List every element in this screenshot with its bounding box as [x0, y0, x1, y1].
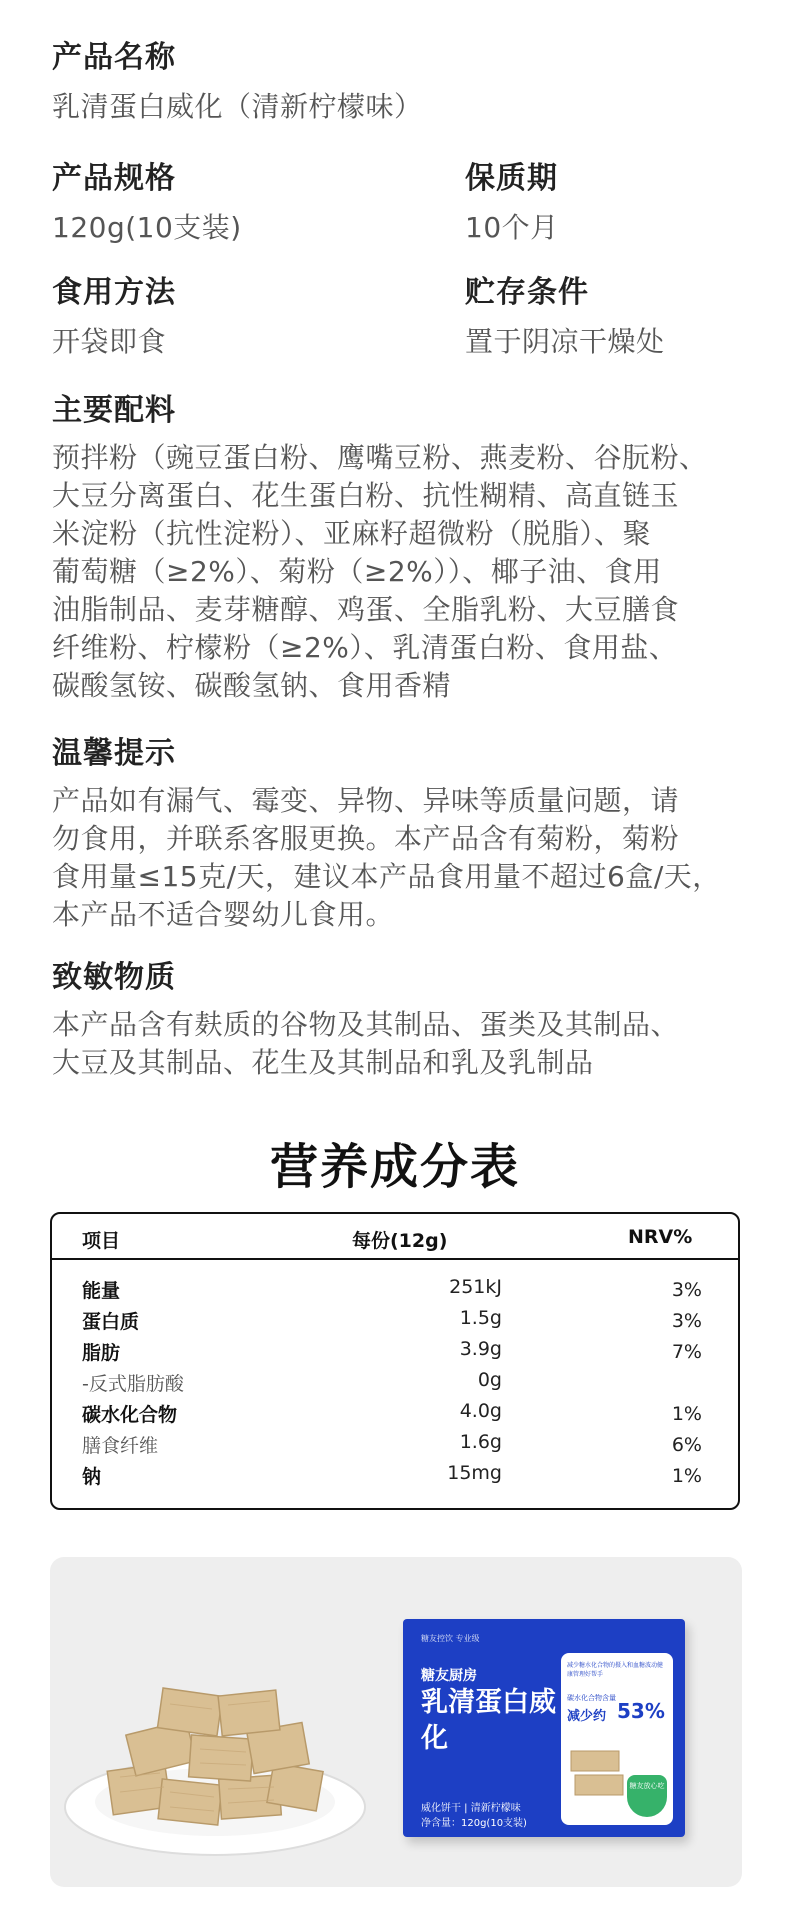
tips-section	[52, 728, 772, 934]
nutrient-nrv: 3%	[671, 1279, 702, 1301]
ingredients-line: 葡萄糖（≥2%）、菊粉（≥2%））、椰子油、食用	[52, 555, 662, 588]
nutrient-amount: 251kJ	[449, 1276, 502, 1298]
tips-line: 勿食用，并联系客服更换。本产品含有菊粉，菊粉	[52, 822, 680, 855]
ingredients-line: 大豆分离蛋白、花生蛋白粉、抗性糊精、高直链玉	[52, 479, 680, 512]
ingredients-line: 碳酸氢铵、碳酸氢钠、食用香精	[52, 669, 452, 702]
nutrient-name: 碳水化合物	[82, 1404, 178, 1426]
header-item: 项目	[82, 1230, 121, 1252]
table-row	[52, 1276, 738, 1307]
tips-line: 本产品不适合婴幼儿食用。	[52, 898, 395, 931]
spec-section	[52, 153, 242, 247]
wafer-icon	[569, 1737, 627, 1807]
tips-label: 温馨提示	[52, 736, 176, 771]
wafer-plate-illustration	[60, 1597, 390, 1867]
product-image-panel	[50, 1557, 742, 1887]
box-product-name: 乳清蛋白威化	[421, 1687, 556, 1754]
tips-line: 食用量≤15克/天，建议本产品食用量不超过6盒/天，	[52, 860, 721, 893]
tips-line: 产品如有漏气、霉变、异物、异味等质量问题，请	[52, 784, 680, 817]
storage-label: 贮存条件	[465, 275, 589, 310]
nutrient-name: 钠	[82, 1466, 102, 1488]
nutrient-name: -反式脂肪酸	[82, 1373, 184, 1395]
ingredients-line: 米淀粉（抗性淀粉）、亚麻籽超微粉（脱脂）、聚	[52, 517, 652, 550]
nutrient-nrv: 6%	[671, 1434, 702, 1456]
table-row	[52, 1431, 738, 1462]
box-brand: 糖友厨房	[421, 1668, 477, 1684]
header-per-serving: 每份(12g)	[352, 1230, 448, 1252]
nutrient-amount: 1.5g	[459, 1307, 502, 1329]
shelf-life-value: 10个月	[465, 211, 559, 244]
nutrient-name: 能量	[82, 1280, 121, 1302]
nutrient-name: 膳食纤维	[82, 1435, 159, 1457]
table-row	[52, 1307, 738, 1338]
card-percentage: 53%	[617, 1699, 665, 1723]
nutrition-table-header	[52, 1214, 738, 1260]
allergens-line: 本产品含有麸质的谷物及其制品、蛋类及其制品、	[52, 1008, 680, 1041]
table-row	[52, 1462, 738, 1493]
nutrient-nrv: 3%	[671, 1310, 702, 1332]
product-box-illustration	[403, 1619, 685, 1837]
nutrient-name: 脂肪	[82, 1342, 121, 1364]
nutrient-amount: 0g	[477, 1369, 502, 1391]
storage-value: 置于阴凉干燥处	[465, 325, 665, 358]
table-row	[52, 1400, 738, 1431]
ingredients-label: 主要配料	[52, 393, 176, 428]
allergens-section	[52, 952, 772, 1082]
shield-badge-icon: 糖友放心吃	[627, 1775, 667, 1817]
box-top-text: 糖友控饮 专业级	[421, 1634, 480, 1643]
product-name-label: 产品名称	[52, 40, 176, 75]
product-name-section	[52, 32, 423, 126]
usage-value: 开袋即食	[52, 325, 167, 358]
nutrient-name: 蛋白质	[82, 1311, 140, 1333]
storage-section	[465, 267, 665, 361]
nutrition-table	[50, 1212, 740, 1510]
nutrient-amount: 4.0g	[459, 1400, 502, 1422]
ingredients-line: 预拌粉（豌豆蛋白粉、鹰嘴豆粉、燕麦粉、谷朊粉、	[52, 441, 708, 474]
table-row	[52, 1338, 738, 1369]
tips-text	[52, 782, 772, 934]
nutrient-amount: 1.6g	[459, 1431, 502, 1453]
ingredients-text	[52, 439, 772, 705]
ingredients-line: 油脂制品、麦芽糖醇、鸡蛋、全脂乳粉、大豆膳食	[52, 593, 680, 626]
allergens-text	[52, 1006, 772, 1082]
header-nrv: NRV%	[628, 1226, 693, 1248]
card-text: 减少糖水化合物的摄入和血糖波动健康管理好帮手	[567, 1662, 664, 1678]
card-reduce-label: 减少约	[567, 1709, 607, 1724]
shelf-life-label: 保质期	[465, 161, 558, 196]
usage-label: 食用方法	[52, 275, 176, 310]
nutrition-title: 营养成分表	[269, 1139, 520, 1195]
nutrient-amount: 15mg	[447, 1462, 502, 1484]
card-note: 碳水化合物含量	[567, 1694, 616, 1702]
allergens-label: 致敏物质	[52, 960, 176, 995]
usage-section	[52, 267, 176, 361]
allergens-line: 大豆及其制品、花生及其制品和乳及乳制品	[52, 1046, 594, 1079]
ingredients-line: 纤维粉、柠檬粉（≥2%）、乳清蛋白粉、食用盐、	[52, 631, 678, 664]
nutrient-nrv: 1%	[671, 1403, 702, 1425]
nutrient-nrv: 7%	[671, 1341, 702, 1363]
product-name-value: 乳清蛋白威化（清新柠檬味）	[52, 90, 423, 123]
spec-value: 120g(10支装)	[52, 211, 242, 244]
box-net-content: 净含量：120g(10支装)	[421, 1818, 527, 1829]
shelf-life-section	[465, 153, 559, 247]
nutrient-nrv: 1%	[671, 1465, 702, 1487]
spec-label: 产品规格	[52, 161, 176, 196]
box-subtitle: 威化饼干 | 清新柠檬味	[421, 1803, 521, 1814]
table-row	[52, 1369, 738, 1400]
nutrient-amount: 3.9g	[459, 1338, 502, 1360]
box-info-card	[561, 1653, 673, 1825]
ingredients-section	[52, 385, 772, 705]
